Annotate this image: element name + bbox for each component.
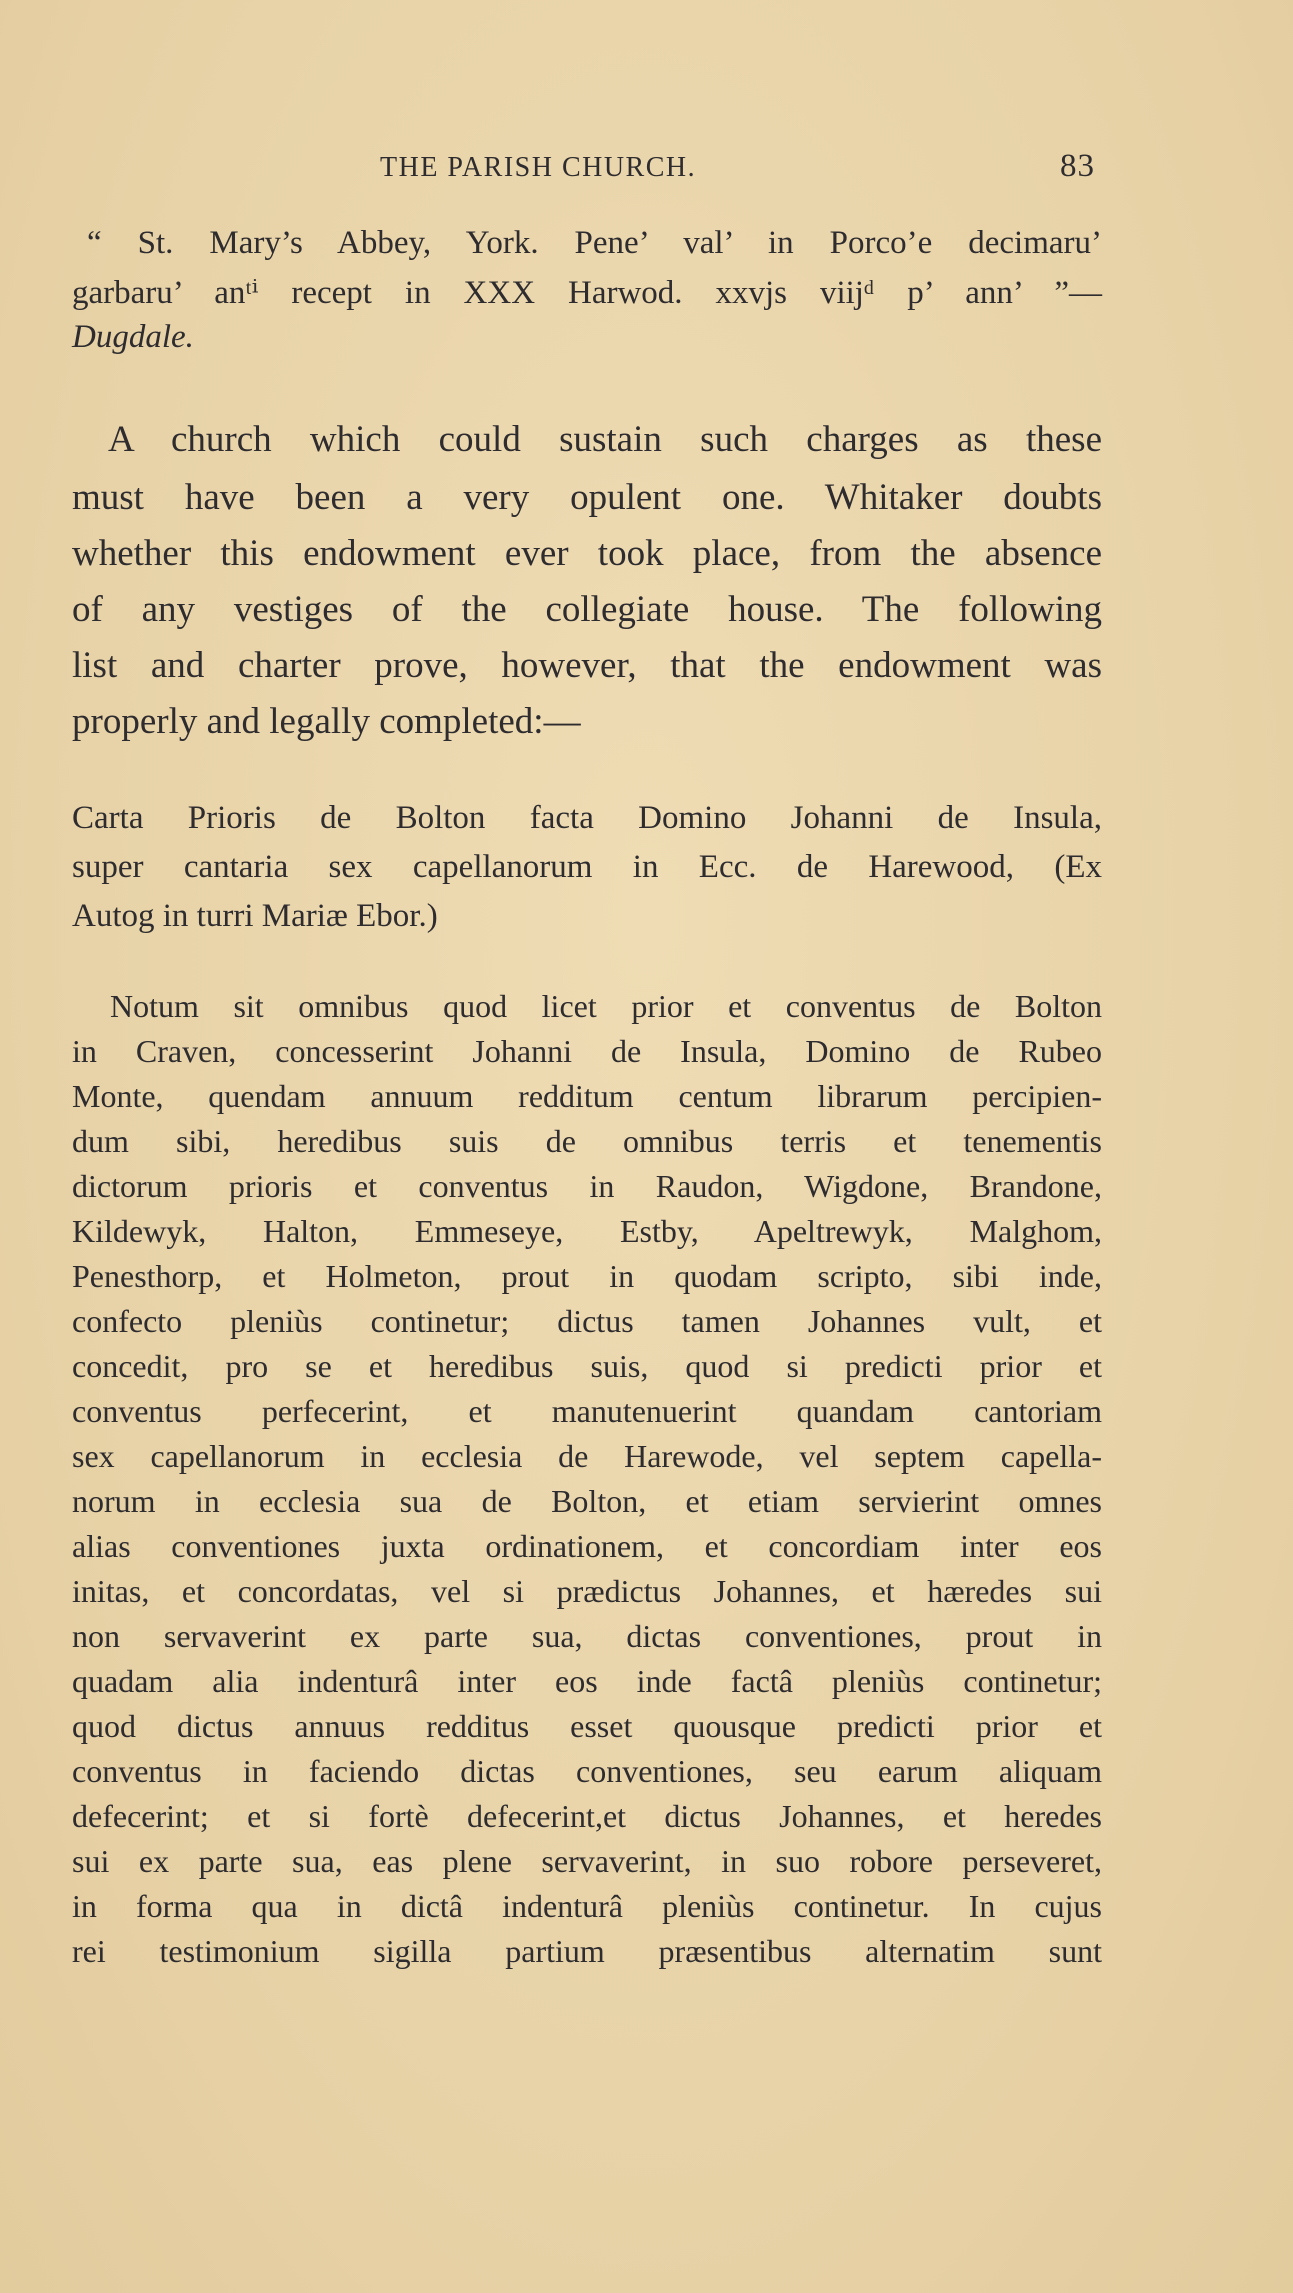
quote-attribution: Dugdale.	[72, 319, 194, 355]
charter-line: alias conventiones juxta ordinationem, et concordiam inter eos	[72, 1528, 1102, 1564]
quote-line: “ St. Mary’s Abbey, York. Pene’ val’ in Porco’e decimaru’	[87, 225, 1102, 261]
paragraph-line: properly and legally completed:—	[72, 701, 581, 742]
charter-line: in Craven, concesserint Johanni de Insula, Domino de Rubeo	[72, 1033, 1102, 1069]
paragraph-line: list and charter prove, however, that the endowment was	[72, 645, 1102, 686]
charter-line: Kildewyk, Halton, Emmeseye, Estby, Apeltrewyk, Malghom,	[72, 1213, 1102, 1249]
charter-line: conventus perfecerint, et manutenuerint quandam cantoriam	[72, 1393, 1102, 1429]
charter-line: initas, et concordatas, vel si prædictus Johannes, et hæredes sui	[72, 1573, 1102, 1609]
paragraph-line: whether this endowment ever took place, from the absence	[72, 533, 1102, 574]
paragraph-line: must have been a very opulent one. Whitaker doubts	[72, 477, 1102, 518]
charter-line: quod dictus annuus redditus esset quousque predicti prior et	[72, 1708, 1102, 1744]
carta-line: super cantaria sex capellanorum in Ecc. de Harewood, (Ex	[72, 849, 1102, 885]
charter-line: Penesthorp, et Holmeton, prout in quodam scripto, sibi inde,	[72, 1258, 1102, 1294]
charter-line: conventus in faciendo dictas conventiones, seu earum aliquam	[72, 1753, 1102, 1789]
quote-line: garbaru’ anᵗⁱ recept in XXX Harwod. xxvjs viijᵈ p’ ann’ ”—	[72, 275, 1102, 311]
page-header	[75, 148, 1095, 192]
charter-line: rei testimonium sigilla partium præsentibus alternatim sunt	[72, 1933, 1102, 1969]
charter-line: norum in ecclesia sua de Bolton, et etiam servierint omnes	[72, 1483, 1102, 1519]
charter-line: dictorum prioris et conventus in Raudon, Wigdone, Brandone,	[72, 1168, 1102, 1204]
charter-line: quadam alia indenturâ inter eos inde factâ pleniùs continetur;	[72, 1663, 1102, 1699]
charter-line: Monte, quendam annuum redditum centum librarum percipien-	[72, 1078, 1102, 1114]
charter-line: sui ex parte sua, eas plene servaverint, in suo robore perseveret,	[72, 1843, 1102, 1879]
charter-line: defecerint; et si fortè defecerint,et dictus Johannes, et heredes	[72, 1798, 1102, 1834]
charter-line: sex capellanorum in ecclesia de Harewode, vel septem capella-	[72, 1438, 1102, 1474]
paragraph-line: A church which could sustain such charges as these	[108, 419, 1102, 460]
charter-line: non servaverint ex parte sua, dictas conventiones, prout in	[72, 1618, 1102, 1654]
charter-line: in forma qua in dictâ indenturâ pleniùs continetur. In cujus	[72, 1888, 1102, 1924]
paragraph-line: of any vestiges of the collegiate house. The following	[72, 589, 1102, 630]
charter-line: dum sibi, heredibus suis de omnibus terris et tenementis	[72, 1123, 1102, 1159]
charter-line: concedit, pro se et heredibus suis, quod si predicti prior et	[72, 1348, 1102, 1384]
page-number: 83	[1060, 148, 1095, 184]
charter-line: confecto pleniùs continetur; dictus tamen Johannes vult, et	[72, 1303, 1102, 1339]
carta-line: Carta Prioris de Bolton facta Domino Johanni de Insula,	[72, 800, 1102, 836]
charter-line: Notum sit omnibus quod licet prior et conventus de Bolton	[110, 988, 1102, 1024]
carta-line: Autog in turri Mariæ Ebor.)	[72, 898, 438, 934]
running-title: THE PARISH CHURCH.	[380, 152, 697, 183]
